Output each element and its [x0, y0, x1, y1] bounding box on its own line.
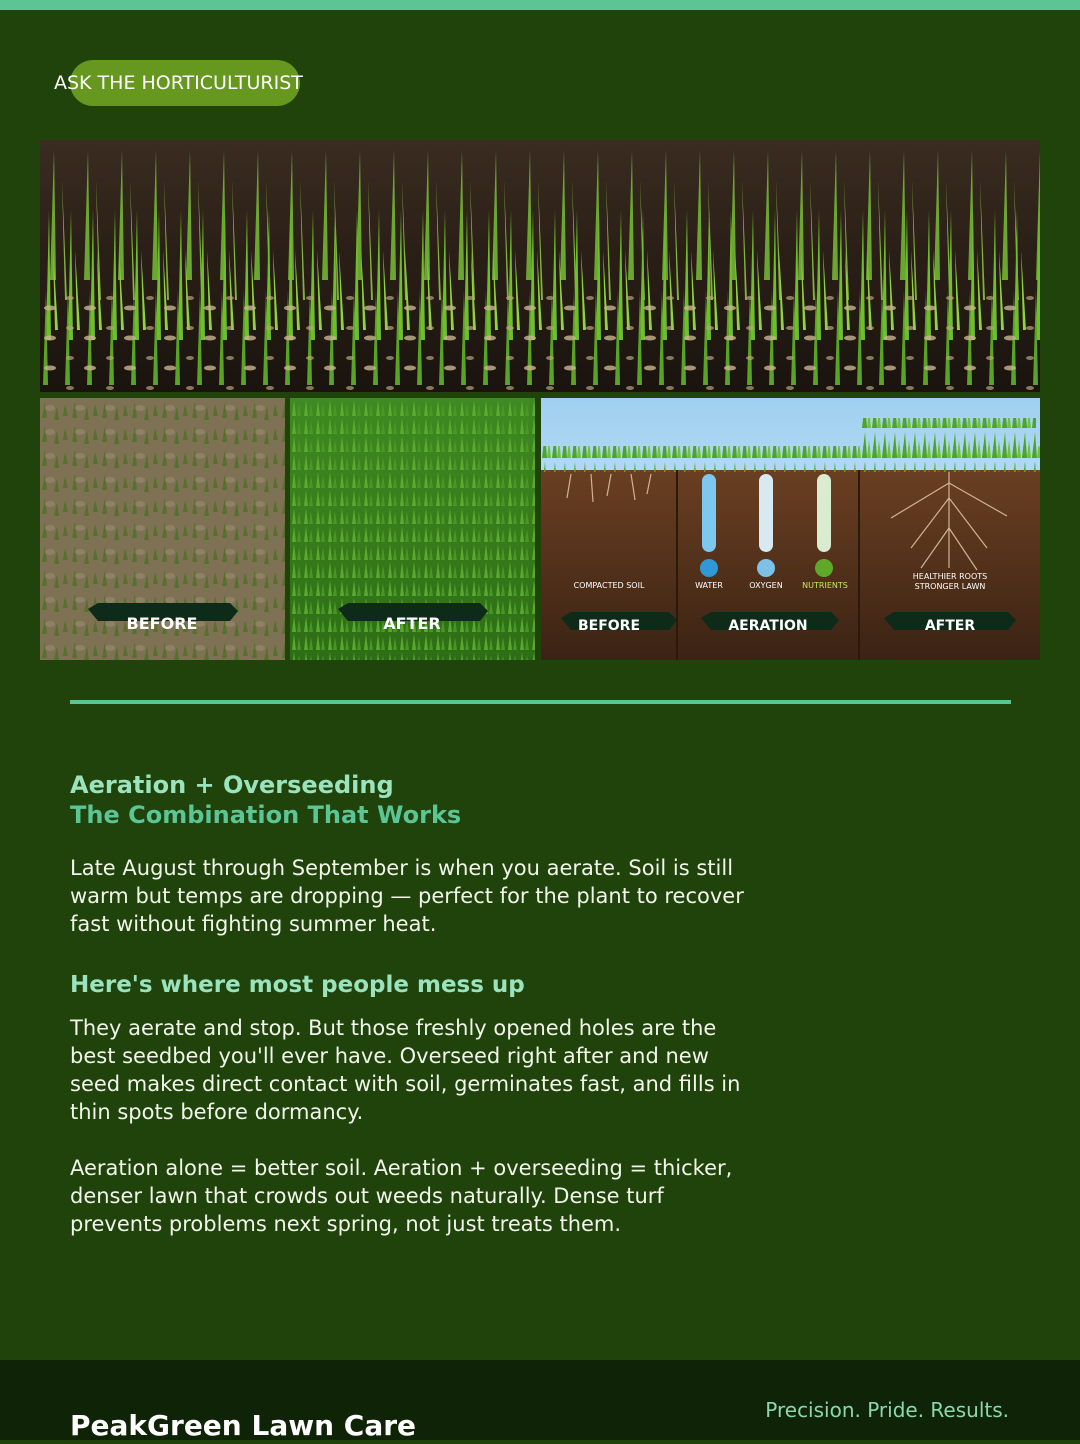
- compacted-soil-label: COMPACTED SOIL: [573, 581, 645, 590]
- aeration-diagram: [541, 398, 1040, 660]
- after-lawn-photo: [290, 398, 535, 660]
- top-accent-bar: [0, 0, 1080, 10]
- nutrients-label: NUTRIENTS: [802, 581, 848, 590]
- intro-paragraph: Late August through September is when you aerate. Soil is still warm but temps are dropping — perfect for the plant to recover fast without fighting summer heat.: [70, 856, 744, 936]
- before-lawn-photo: [40, 398, 285, 660]
- section-divider: [70, 700, 1011, 704]
- water-label: WATER: [695, 581, 723, 590]
- grass-seedlings-photo: [40, 140, 1040, 392]
- badge-label: ASK THE HORTICULTURIST: [54, 72, 303, 94]
- diagram-aeration-label: AERATION: [728, 618, 808, 634]
- article-title-line1: Aeration + Overseeding: [70, 771, 394, 799]
- subheading: Here's where most people mess up: [70, 972, 525, 998]
- oxygen-label: OXYGEN: [749, 581, 783, 590]
- after-photo-label: AFTER: [383, 614, 441, 633]
- diagram-before-label: BEFORE: [577, 618, 641, 634]
- summary-paragraph: Aeration alone = better soil. Aeration + overseeding = thicker, denser lawn that crowds out weeds naturally. Dense turf prevents problems next spring, not just treats them.: [70, 1156, 733, 1236]
- mistake-paragraph: They aerate and stop. But those freshly opened holes are the best seedbed you'll ever have. Overseed right after and new seed makes direct contact with soil, germinates fast, and fills in thin spots before dormancy.: [70, 1016, 741, 1124]
- article-title-line2: The Combination That Works: [70, 801, 462, 829]
- healthier-roots-label: HEALTHIER ROOTS: [912, 572, 988, 581]
- stronger-lawn-label: STRONGER LAWN: [914, 582, 986, 591]
- tagline: Precision. Pride. Results.: [765, 1398, 1009, 1422]
- diagram-after-label: AFTER: [924, 618, 976, 634]
- before-photo-label: BEFORE: [126, 614, 198, 633]
- brand-name: PeakGreen Lawn Care: [70, 1409, 417, 1442]
